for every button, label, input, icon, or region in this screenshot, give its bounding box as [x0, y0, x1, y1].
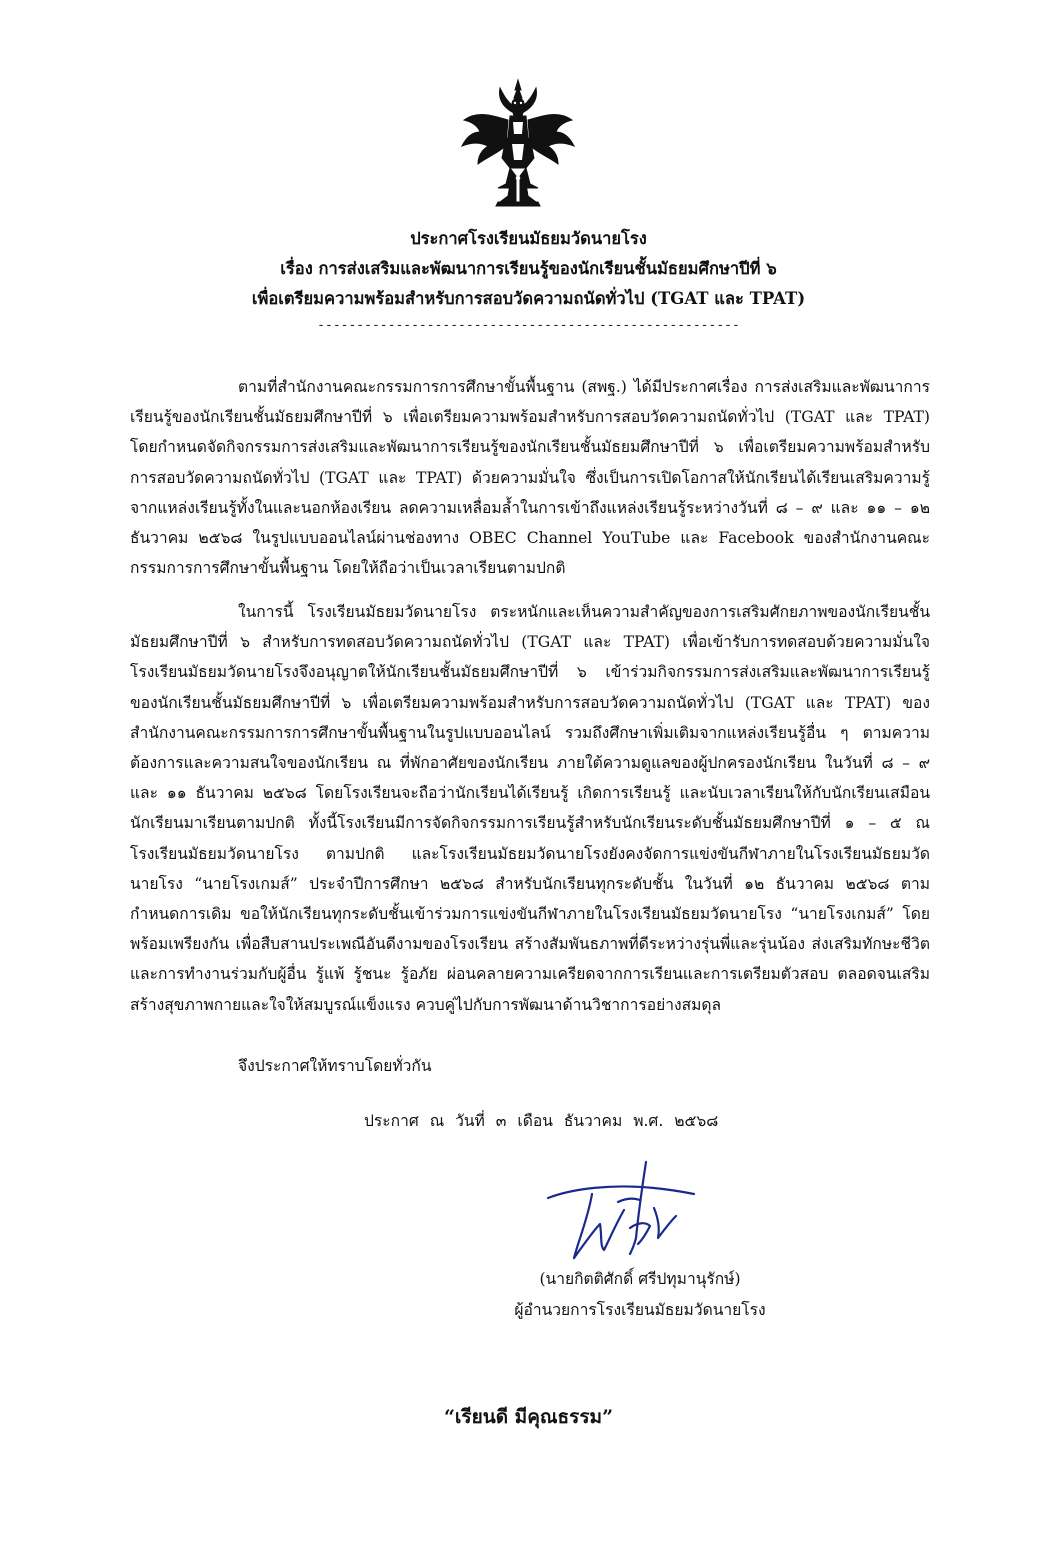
signature-mark	[534, 1158, 709, 1268]
announcement-subject: เรื่อง การส่งเสริมและพัฒนาการเรียนรู้ของนักเรียนชั้นมัธยมศึกษาปีที่ ๖	[280, 259, 777, 278]
body-paragraph-2: ในการนี้ โรงเรียนมัธยมวัดนายโรง ตระหนักและเห็นความสำคัญของการเสริมศักยภาพของนักเรียนชั้นมัธยมศึกษาปีที่ ๖ สำหรับการทดสอบวัดความถนัดทั่วไป (TGAT และ TPAT) เพื่อเข้ารับการทดสอบด้วยความมั่นใจ โรงเรียนมัธยมวัดนายโรงจึงอนุญาตให้นักเรียนชั้นมัธยมศึกษาปีที่ ๖ เข้าร่วมกิจกรรมการส่งเสริมและพัฒนาการเรียนรู้ของนักเรียนชั้นมัธยมศึกษาปีที่ ๖ เพื่อเตรียมความพร้อมสำหรับการสอบวัดความถนัดทั่วไป (TGAT และ TPAT) ของสำนักงานคณะกรรมการการศึกษาขั้นพื้นฐานในรูปแบบออนไลน์ รวมถึงศึกษาเพิ่มเติมจากแหล่งเรียนรู้อื่น ๆ ตามความต้องการและความสนใจของนักเรียน ณ ที่พักอาศัยของนักเรียน ภายใต้ความดูแลของผู้ปกครองนักเรียน ในวันที่ ๘ – ๙ และ ๑๑ ธันวาคม ๒๕๖๘ โดยโรงเรียนจะถือว่านักเรียนได้เรียนรู้ เกิดการเรียนรู้ และนับเวลาเรียนให้กับนักเรียนเสมือนนักเรียนมาเรียนตามปกติ ทั้งนี้โรงเรียนมีการจัดกิจกรรมการเรียนรู้สำหรับนักเรียนระดับชั้นมัธยมศึกษาปีที่ ๑ – ๕ ณ โรงเรียนมัธยมวัดนายโรง ตามปกติ และโรงเรียนมัธยมวัดนายโรงยังคงจัดการแข่งขันกีฬาภายในโรงเรียนมัธยมวัดนายโรง “นายโรงเกมส์” ประจำปีการศึกษา ๒๕๖๘ สำหรับนักเรียนทุกระดับชั้น ในวันที่ ๑๒ ธันวาคม ๒๕๖๘ ตามกำหนดการเดิม ขอให้นักเรียนทุกระดับชั้นเข้าร่วมการแข่งขันกีฬาภายในโรงเรียนมัธยมวัดนายโรง “นายโรงเกมส์” โดยพร้อมเพรียงกัน เพื่อสืบสานประเพณีอันดีงามของโรงเรียน สร้างสัมพันธภาพที่ดีระหว่างรุ่นพี่และรุ่นน้อง ส่งเสริมทักษะชีวิตและการทำงานร่วมกับผู้อื่น รู้แพ้ รู้ชนะ รู้อภัย ผ่อนคลายความเครียดจากการเรียนและการเตรียมตัวสอบ ตลอดจนเสริมสร้างสุขภาพกายและใจให้สมบูรณ์แข็งแรง ควบคู่ไปกับการพัฒนาด้านวิชาการอย่างสมดุล	[130, 603, 930, 1014]
signer-title: ผู้อำนวยการโรงเรียนมัธยมวัดนายโรง	[514, 1301, 766, 1319]
header-divider: ------------------------------------------------------	[317, 318, 740, 333]
announcement-subject-cont: เพื่อเตรียมความพร้อมสำหรับการสอบวัดความถนัดทั่วไป (TGAT และ TPAT)	[251, 289, 806, 308]
closing-statement: จึงประกาศให้ทราบโดยทั่วกัน	[238, 1057, 432, 1075]
announcement-date: ประกาศ ณ วันที่ ๓ เดือน ธันวาคม พ.ศ. ๒๕๖๘	[364, 1112, 719, 1130]
body-paragraph-1: ตามที่สำนักงานคณะกรรมการการศึกษาขั้นพื้นฐาน (สพฐ.) ได้มีประกาศเรื่อง การส่งเสริมและพัฒนาการเรียนรู้ของนักเรียนชั้นมัธยมศึกษาปีที่ ๖ เพื่อเตรียมความพร้อมสำหรับการสอบวัดความถนัดทั่วไป (TGAT และ TPAT) โดยกำหนดจัดกิจกรรมการส่งเสริมและพัฒนาการเรียนรู้ของนักเรียนชั้นมัธยมศึกษาปีที่ ๖ เพื่อเตรียมความพร้อมสำหรับการสอบวัดความถนัดทั่วไป (TGAT และ TPAT) ด้วยความมั่นใจ ซึ่งเป็นการเปิดโอกาสให้นักเรียนได้เรียนเสริมความรู้จากแหล่งเรียนรู้ทั้งในและนอกห้องเรียน ลดความเหลื่อมล้ำในการเข้าถึงแหล่งเรียนรู้ระหว่างวันที่ ๘ – ๙ และ ๑๑ – ๑๒ ธันวาคม ๒๕๖๘ ในรูปแบบออนไลน์ผ่านช่องทาง OBEC Channel YouTube และ Facebook ของสำนักงานคณะกรรมการการศึกษาขั้นพื้นฐาน โดยให้ถือว่าเป็นเวลาเรียนตามปกติ	[130, 378, 930, 578]
school-motto: “เรียนดี มีคุณธรรม”	[443, 1406, 614, 1428]
garuda-emblem-icon	[458, 76, 578, 211]
signer-name: (นายกิตติศักดิ์ ศรีปทุมานุรักษ์)	[539, 1270, 741, 1288]
announcement-heading: ประกาศโรงเรียนมัธยมวัดนายโรง	[410, 229, 647, 248]
